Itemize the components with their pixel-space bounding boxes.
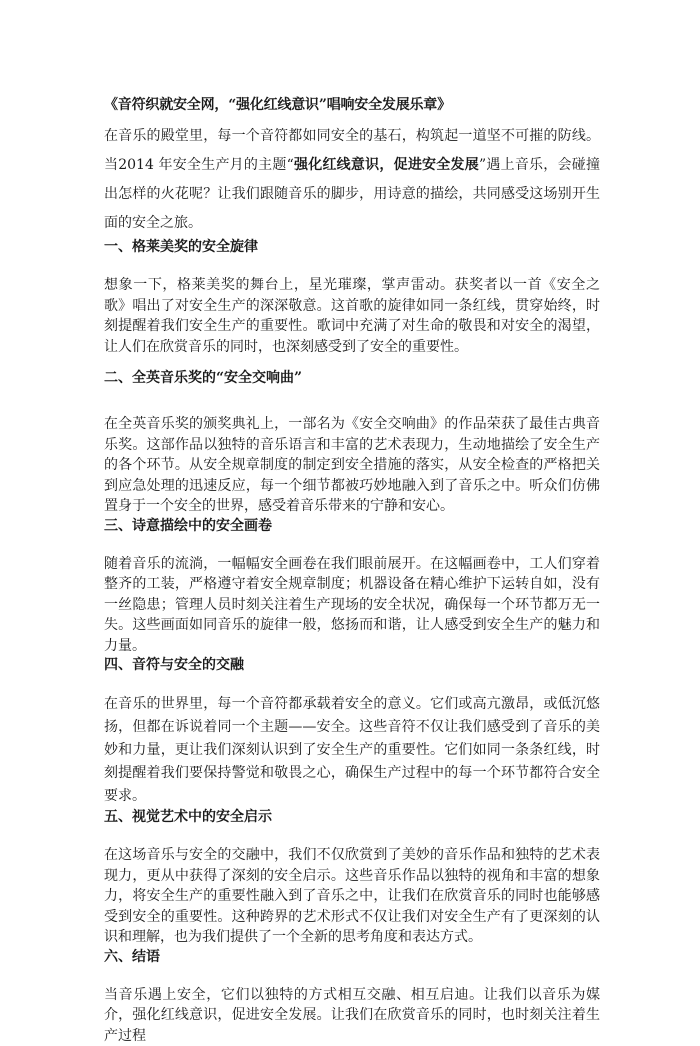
section-heading-2: 二、全英音乐奖的“安全交响曲” (104, 369, 600, 388)
section-heading-6: 六、结语 (104, 948, 600, 967)
section-heading-5: 五、视觉艺术中的安全启示 (104, 808, 600, 827)
section-heading-4: 四、音符与安全的交融 (104, 656, 600, 675)
section-text-1: 想象一下，格莱美奖的舞台上，星光璀璨，掌声雷动。获奖者以一首《安全之歌》唱出了对安全生产的深深敬意。这首歌的旋律如同一条红线，贯穿始终，时刻提醒着我们安全生产的重要性。歌词中充满了对生命的敬畏和对安全的渴望，让人们在欣赏音乐的同时，也深刻感受到了安全的重要性。 (104, 275, 600, 357)
section-text-4: 在音乐的世界里，每一个音符都承载着安全的意义。它们或高亢激昂，或低沉悠扬，但都在诉说着同一个主题——安全。这些音符不仅让我们感受到了音乐的美妙和力量，更让我们深刻认识到了安全生产的重要性。它们如同一条条红线，时刻提醒着我们要保持警觉和敬畏之心，确保生产过程中的每一个环节都符合安全要求。 (104, 693, 600, 808)
intro-text-part2: ”遇上音乐，会碰撞出怎样的火花呢？让我们跟随音乐的脚步，用诗意的描绘，共同感受这场别开生面的安全之旅。 (104, 157, 600, 231)
section-text-2: 在全英音乐奖的颁奖典礼上，一部名为《安全交响曲》的作品荣获了最佳古典音乐奖。这部作品以独特的音乐语言和丰富的艺术表现力，生动地描绘了安全生产的各个环节。从安全规章制度的制定到安全措施的落实，从安全检查的严格把关到应急处理的迅速反应，每一个细节都被巧妙地融入到了音乐之中。听众们仿佛置身于一个安全的世界，感受着音乐带来的宁静和安心。 (104, 414, 600, 517)
document-title: 《音符织就安全网，“强化红线意识”唱响安全发展乐章》 (104, 96, 600, 114)
intro-emphasis: 强化红线意识，促进安全发展 (294, 157, 479, 173)
intro-text-part1: 在音乐的殿堂里，每一个音符都如同安全的基石，构筑起一道坚不可摧的防线。当2014 年安全生产月的主题“ (104, 128, 600, 173)
section-text-3: 随着音乐的流淌，一幅幅安全画卷在我们眼前展开。在这幅画卷中，工人们穿着整齐的工装，严格遵守着安全规章制度；机器设备在精心维护下运转自如，没有一丝隐患；管理人员时刻关注着生产现场的安全状况，确保每一个环节都万无一失。这些画面如同音乐的旋律一般，悠扬而和谐，让人感受到安全生产的魅力和力量。 (104, 554, 600, 657)
section-heading-3: 三、诗意描绘中的安全画卷 (104, 517, 600, 536)
section-heading-1: 一、格莱美奖的安全旋律 (104, 238, 600, 257)
section-text-5: 在这场音乐与安全的交融中，我们不仅欣赏到了美妙的音乐作品和独特的艺术表现力，更从中获得了深刻的安全启示。这些音乐作品以独特的视角和丰富的想象力，将安全生产的重要性融入到了音乐之中，让我们在欣赏音乐的同时也能够感受到安全的重要性。这种跨界的艺术形式不仅让我们对安全生产有了更深刻的认识和理解，也为我们提供了一个全新的思考角度和表达方式。 (104, 845, 600, 948)
intro-paragraph (104, 122, 600, 238)
document-page (104, 96, 600, 1046)
section-text-6: 当音乐遇上安全，它们以独特的方式相互交融、相互启迪。让我们以音乐为媒介，强化红线意识，促进安全发展。让我们在欣赏音乐的同时，也时刻关注着生产过程 (104, 985, 600, 1046)
